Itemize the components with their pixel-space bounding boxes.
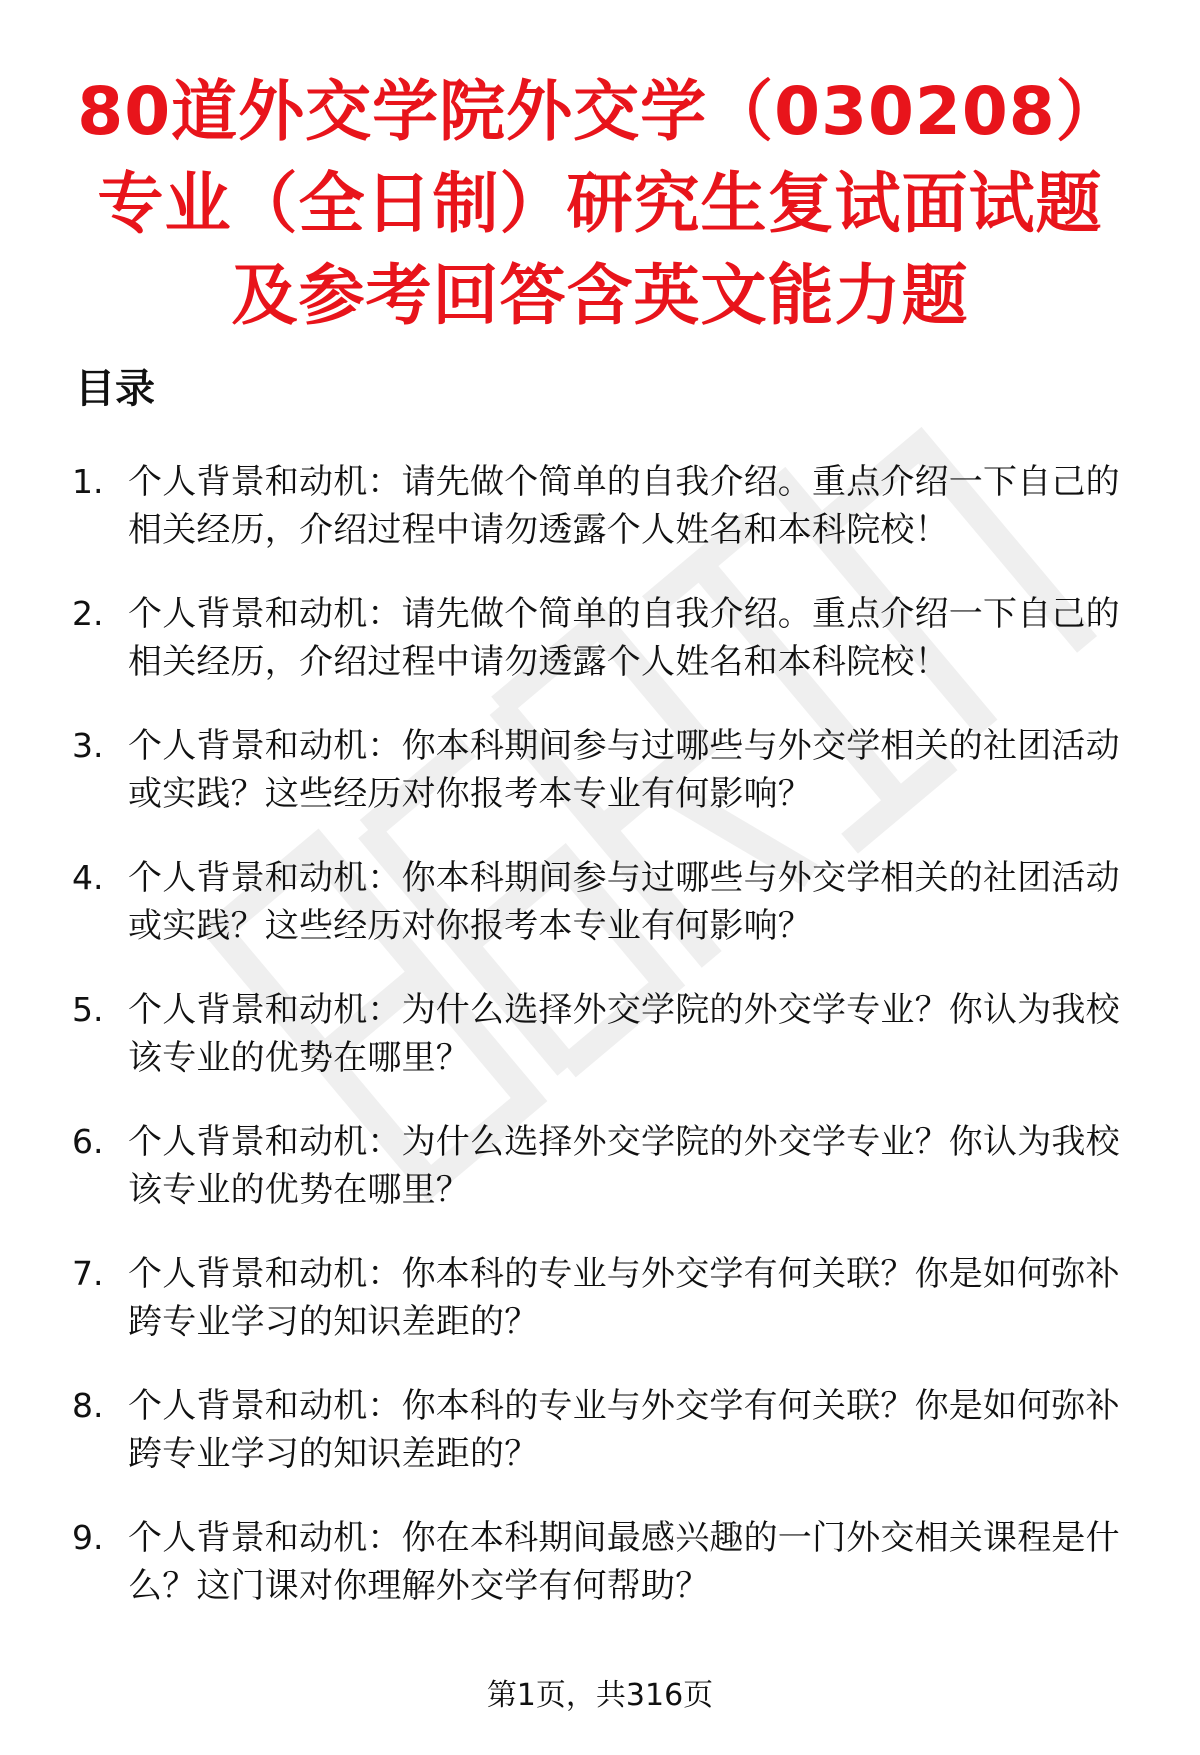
toc-item-text: 个人背景和动机：你本科期间参与过哪些与外交学相关的社团活动或实践？这些经历对你报考本专业有何影响？: [128, 858, 1120, 946]
toc-item-number: 1.: [72, 462, 104, 501]
toc-item-8: [72, 1382, 1142, 1514]
toc-item-2: [72, 590, 1142, 722]
toc-list: [72, 458, 1142, 1646]
toc-item-number: 6.: [72, 1122, 104, 1161]
document-title: [60, 66, 1140, 342]
toc-item-text: 个人背景和动机：你在本科期间最感兴趣的一门外交相关课程是什么？这门课对你理解外交学有何帮助？: [128, 1518, 1120, 1606]
toc-heading: 目录: [75, 366, 155, 412]
toc-item-5: [72, 986, 1142, 1118]
toc-item-number: 7.: [72, 1254, 104, 1293]
toc-item-7: [72, 1250, 1142, 1382]
toc-item-number: 9.: [72, 1518, 104, 1557]
toc-item-1: [72, 458, 1142, 590]
toc-item-text: 个人背景和动机：请先做个简单的自我介绍。重点介绍一下自己的相关经历，介绍过程中请勿透露个人姓名和本科院校！: [128, 462, 1120, 550]
toc-item-number: 2.: [72, 594, 104, 633]
toc-item-number: 3.: [72, 726, 104, 765]
toc-item-text: 个人背景和动机：你本科的专业与外交学有何关联？你是如何弥补跨专业学习的知识差距的？: [128, 1386, 1120, 1474]
toc-item-number: 4.: [72, 858, 104, 897]
title-line-2: 专业（全日制）研究生复试面试题: [97, 165, 1103, 242]
toc-item-text: 个人背景和动机：为什么选择外交学院的外交学专业？你认为我校该专业的优势在哪里？: [128, 1122, 1120, 1210]
title-line-1: 80道外交学院外交学（030208）: [77, 73, 1123, 150]
toc-item-3: [72, 722, 1142, 854]
title-line-3: 及参考回答含英文能力题: [231, 257, 969, 334]
toc-item-number: 8.: [72, 1386, 104, 1425]
toc-item-number: 5.: [72, 990, 104, 1029]
toc-item-text: 个人背景和动机：请先做个简单的自我介绍。重点介绍一下自己的相关经历，介绍过程中请勿透露个人姓名和本科院校！: [128, 594, 1120, 682]
toc-item-text: 个人背景和动机：你本科的专业与外交学有何关联？你是如何弥补跨专业学习的知识差距的？: [128, 1254, 1120, 1342]
toc-item-text: 个人背景和动机：你本科期间参与过哪些与外交学相关的社团活动或实践？这些经历对你报考本专业有何影响？: [128, 726, 1120, 814]
toc-item-4: [72, 854, 1142, 986]
toc-item-9: [72, 1514, 1142, 1646]
toc-item-text: 个人背景和动机：为什么选择外交学院的外交学专业？你认为我校该专业的优势在哪里？: [128, 990, 1120, 1078]
page-footer: 第1页，共316页: [486, 1678, 714, 1713]
toc-item-6: [72, 1118, 1142, 1250]
